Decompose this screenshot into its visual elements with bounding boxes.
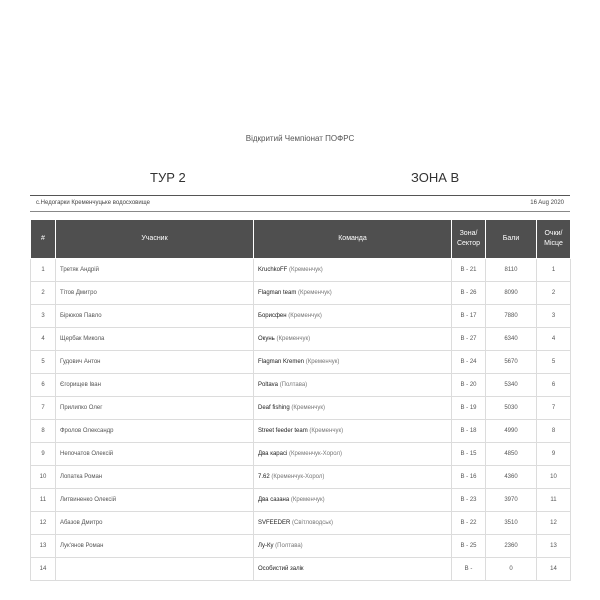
place-cell: 7 xyxy=(537,397,571,420)
row-number: 13 xyxy=(31,535,56,558)
team-name: Окунь xyxy=(258,336,275,342)
team-cell xyxy=(254,374,452,397)
sector-cell: В - 17 xyxy=(452,305,486,328)
team-city: (Кременчук) xyxy=(290,497,325,503)
participant-name: Абазов Дмитро xyxy=(56,512,254,535)
points-cell: 6340 xyxy=(486,328,537,351)
team-city: (Полтава) xyxy=(275,543,303,549)
team-name: Deaf fishing xyxy=(258,405,290,411)
points-cell: 5340 xyxy=(486,374,537,397)
team-cell xyxy=(254,351,452,374)
participant-name: Фролов Олександр xyxy=(56,420,254,443)
participant-name: Бірюков Павло xyxy=(56,305,254,328)
zone-label: ЗОНА В xyxy=(411,170,460,185)
place-cell: 6 xyxy=(537,374,571,397)
team-cell xyxy=(254,328,452,351)
participant-name: Непочатов Олексій xyxy=(56,443,254,466)
row-number: 8 xyxy=(31,420,56,443)
sector-cell: В - 26 xyxy=(452,282,486,305)
table-row xyxy=(31,420,571,443)
team-name: Flagman team xyxy=(258,290,297,296)
place-cell: 1 xyxy=(537,259,571,282)
divider xyxy=(30,195,570,196)
row-number: 10 xyxy=(31,466,56,489)
team-name: 7.62 xyxy=(258,474,270,480)
sector-cell: В - 16 xyxy=(452,466,486,489)
row-number: 1 xyxy=(31,259,56,282)
team-city: (Кременчук) xyxy=(309,428,344,434)
team-cell xyxy=(254,558,452,581)
sector-cell: В - 22 xyxy=(452,512,486,535)
info-row xyxy=(30,199,570,211)
participant-name: Єгорищев Іван xyxy=(56,374,254,397)
points-cell: 0 xyxy=(486,558,537,581)
team-city: (Полтава) xyxy=(279,382,308,388)
sector-cell: В - 15 xyxy=(452,443,486,466)
table-row xyxy=(31,489,571,512)
team-name: KruchkoFF xyxy=(258,267,288,273)
team-cell xyxy=(254,443,452,466)
table-row xyxy=(31,512,571,535)
team-city: (Кременчук) xyxy=(289,267,323,273)
place-cell: 9 xyxy=(537,443,571,466)
sector-cell: В - 19 xyxy=(452,397,486,420)
team-city: (Кременчук-Хорол) xyxy=(271,474,325,480)
team-name: Flagman Kremen xyxy=(258,359,305,365)
row-number: 4 xyxy=(31,328,56,351)
place-cell: 14 xyxy=(537,558,571,581)
table-row xyxy=(31,374,571,397)
place-cell: 2 xyxy=(537,282,571,305)
table-row xyxy=(31,259,571,282)
participant-name: Третяк Андрій xyxy=(56,259,254,282)
team-city: (Кременчук) xyxy=(291,405,326,411)
sector-cell: В - xyxy=(452,558,486,581)
team-cell xyxy=(254,466,452,489)
team-name: Особистий залік xyxy=(258,566,304,572)
team-cell xyxy=(254,282,452,305)
row-number: 3 xyxy=(31,305,56,328)
results-table xyxy=(30,219,571,581)
participant-name: Гудович Антон xyxy=(56,351,254,374)
round-label: ТУР 2 xyxy=(150,170,186,185)
sector-cell: В - 24 xyxy=(452,351,486,374)
date-text: 16 Aug 2020 xyxy=(530,200,564,206)
participant-name xyxy=(56,558,254,581)
sector-cell: В - 20 xyxy=(452,374,486,397)
sector-cell: В - 25 xyxy=(452,535,486,558)
divider xyxy=(30,211,570,212)
participant-name: Щербак Микола xyxy=(56,328,254,351)
table-row xyxy=(31,466,571,489)
place-cell: 4 xyxy=(537,328,571,351)
table-row xyxy=(31,305,571,328)
team-city: (Кременчук) xyxy=(288,313,322,319)
column-header-place: Очки/ Місце xyxy=(537,220,571,259)
sector-cell: В - 27 xyxy=(452,328,486,351)
team-cell xyxy=(254,259,452,282)
points-cell: 3510 xyxy=(486,512,537,535)
team-cell xyxy=(254,535,452,558)
team-city: (Кременчук) xyxy=(298,290,332,296)
participant-name: Литвиненко Олексій xyxy=(56,489,254,512)
team-name: Два сазана xyxy=(258,497,290,503)
column-header-team: Команда xyxy=(254,220,452,259)
row-number: 2 xyxy=(31,282,56,305)
team-city: (Кременчук) xyxy=(305,359,340,365)
participant-name: Лопатка Роман xyxy=(56,466,254,489)
table-row xyxy=(31,558,571,581)
points-cell: 5030 xyxy=(486,397,537,420)
sector-cell: В - 18 xyxy=(452,420,486,443)
column-header-num: # xyxy=(31,220,56,259)
place-cell: 5 xyxy=(537,351,571,374)
team-name: SVFEEDER xyxy=(258,520,291,526)
team-name: Street feeder team xyxy=(258,428,308,434)
location-text: с.Недогарки Кременчуцьке водосховище xyxy=(36,200,150,206)
place-cell: 11 xyxy=(537,489,571,512)
row-number: 11 xyxy=(31,489,56,512)
points-cell: 4990 xyxy=(486,420,537,443)
participant-name: Лук'янов Роман xyxy=(56,535,254,558)
table-row xyxy=(31,397,571,420)
column-header-participant: Учасник xyxy=(56,220,254,259)
team-city: (Світловодськ) xyxy=(292,520,333,526)
team-name: Poltava xyxy=(258,382,279,388)
team-cell xyxy=(254,420,452,443)
points-cell: 7880 xyxy=(486,305,537,328)
row-number: 12 xyxy=(31,512,56,535)
team-cell xyxy=(254,305,452,328)
team-cell xyxy=(254,512,452,535)
points-cell: 2360 xyxy=(486,535,537,558)
points-cell: 4850 xyxy=(486,443,537,466)
team-name: Борисфен xyxy=(258,313,287,319)
round-zone-row xyxy=(30,170,570,190)
page-title: Відкритий Чемпіонат ПОФРС xyxy=(245,134,355,143)
place-cell: 12 xyxy=(537,512,571,535)
row-number: 9 xyxy=(31,443,56,466)
team-cell xyxy=(254,397,452,420)
table-row xyxy=(31,282,571,305)
team-name: Два карасі xyxy=(258,451,288,457)
points-cell: 8110 xyxy=(486,259,537,282)
table-row xyxy=(31,351,571,374)
sector-cell: В - 23 xyxy=(452,489,486,512)
row-number: 6 xyxy=(31,374,56,397)
column-header-sector: Зона/ Сектор xyxy=(452,220,486,259)
row-number: 7 xyxy=(31,397,56,420)
team-cell xyxy=(254,489,452,512)
points-cell: 5670 xyxy=(486,351,537,374)
points-cell: 4360 xyxy=(486,466,537,489)
row-number: 14 xyxy=(31,558,56,581)
points-cell: 8090 xyxy=(486,282,537,305)
table-row xyxy=(31,443,571,466)
column-header-points: Бали xyxy=(486,220,537,259)
table-header-row xyxy=(31,220,571,259)
team-city: (Кременчук) xyxy=(276,336,311,342)
place-cell: 13 xyxy=(537,535,571,558)
points-cell: 3970 xyxy=(486,489,537,512)
place-cell: 10 xyxy=(537,466,571,489)
table-row xyxy=(31,328,571,351)
table-row xyxy=(31,535,571,558)
place-cell: 8 xyxy=(537,420,571,443)
participant-name: Тітов Дмитро xyxy=(56,282,254,305)
row-number: 5 xyxy=(31,351,56,374)
team-city: (Кременчук-Хорол) xyxy=(288,451,342,457)
team-name: Лу-Ку xyxy=(258,543,274,549)
sector-cell: В - 21 xyxy=(452,259,486,282)
place-cell: 3 xyxy=(537,305,571,328)
participant-name: Прилипко Олег xyxy=(56,397,254,420)
